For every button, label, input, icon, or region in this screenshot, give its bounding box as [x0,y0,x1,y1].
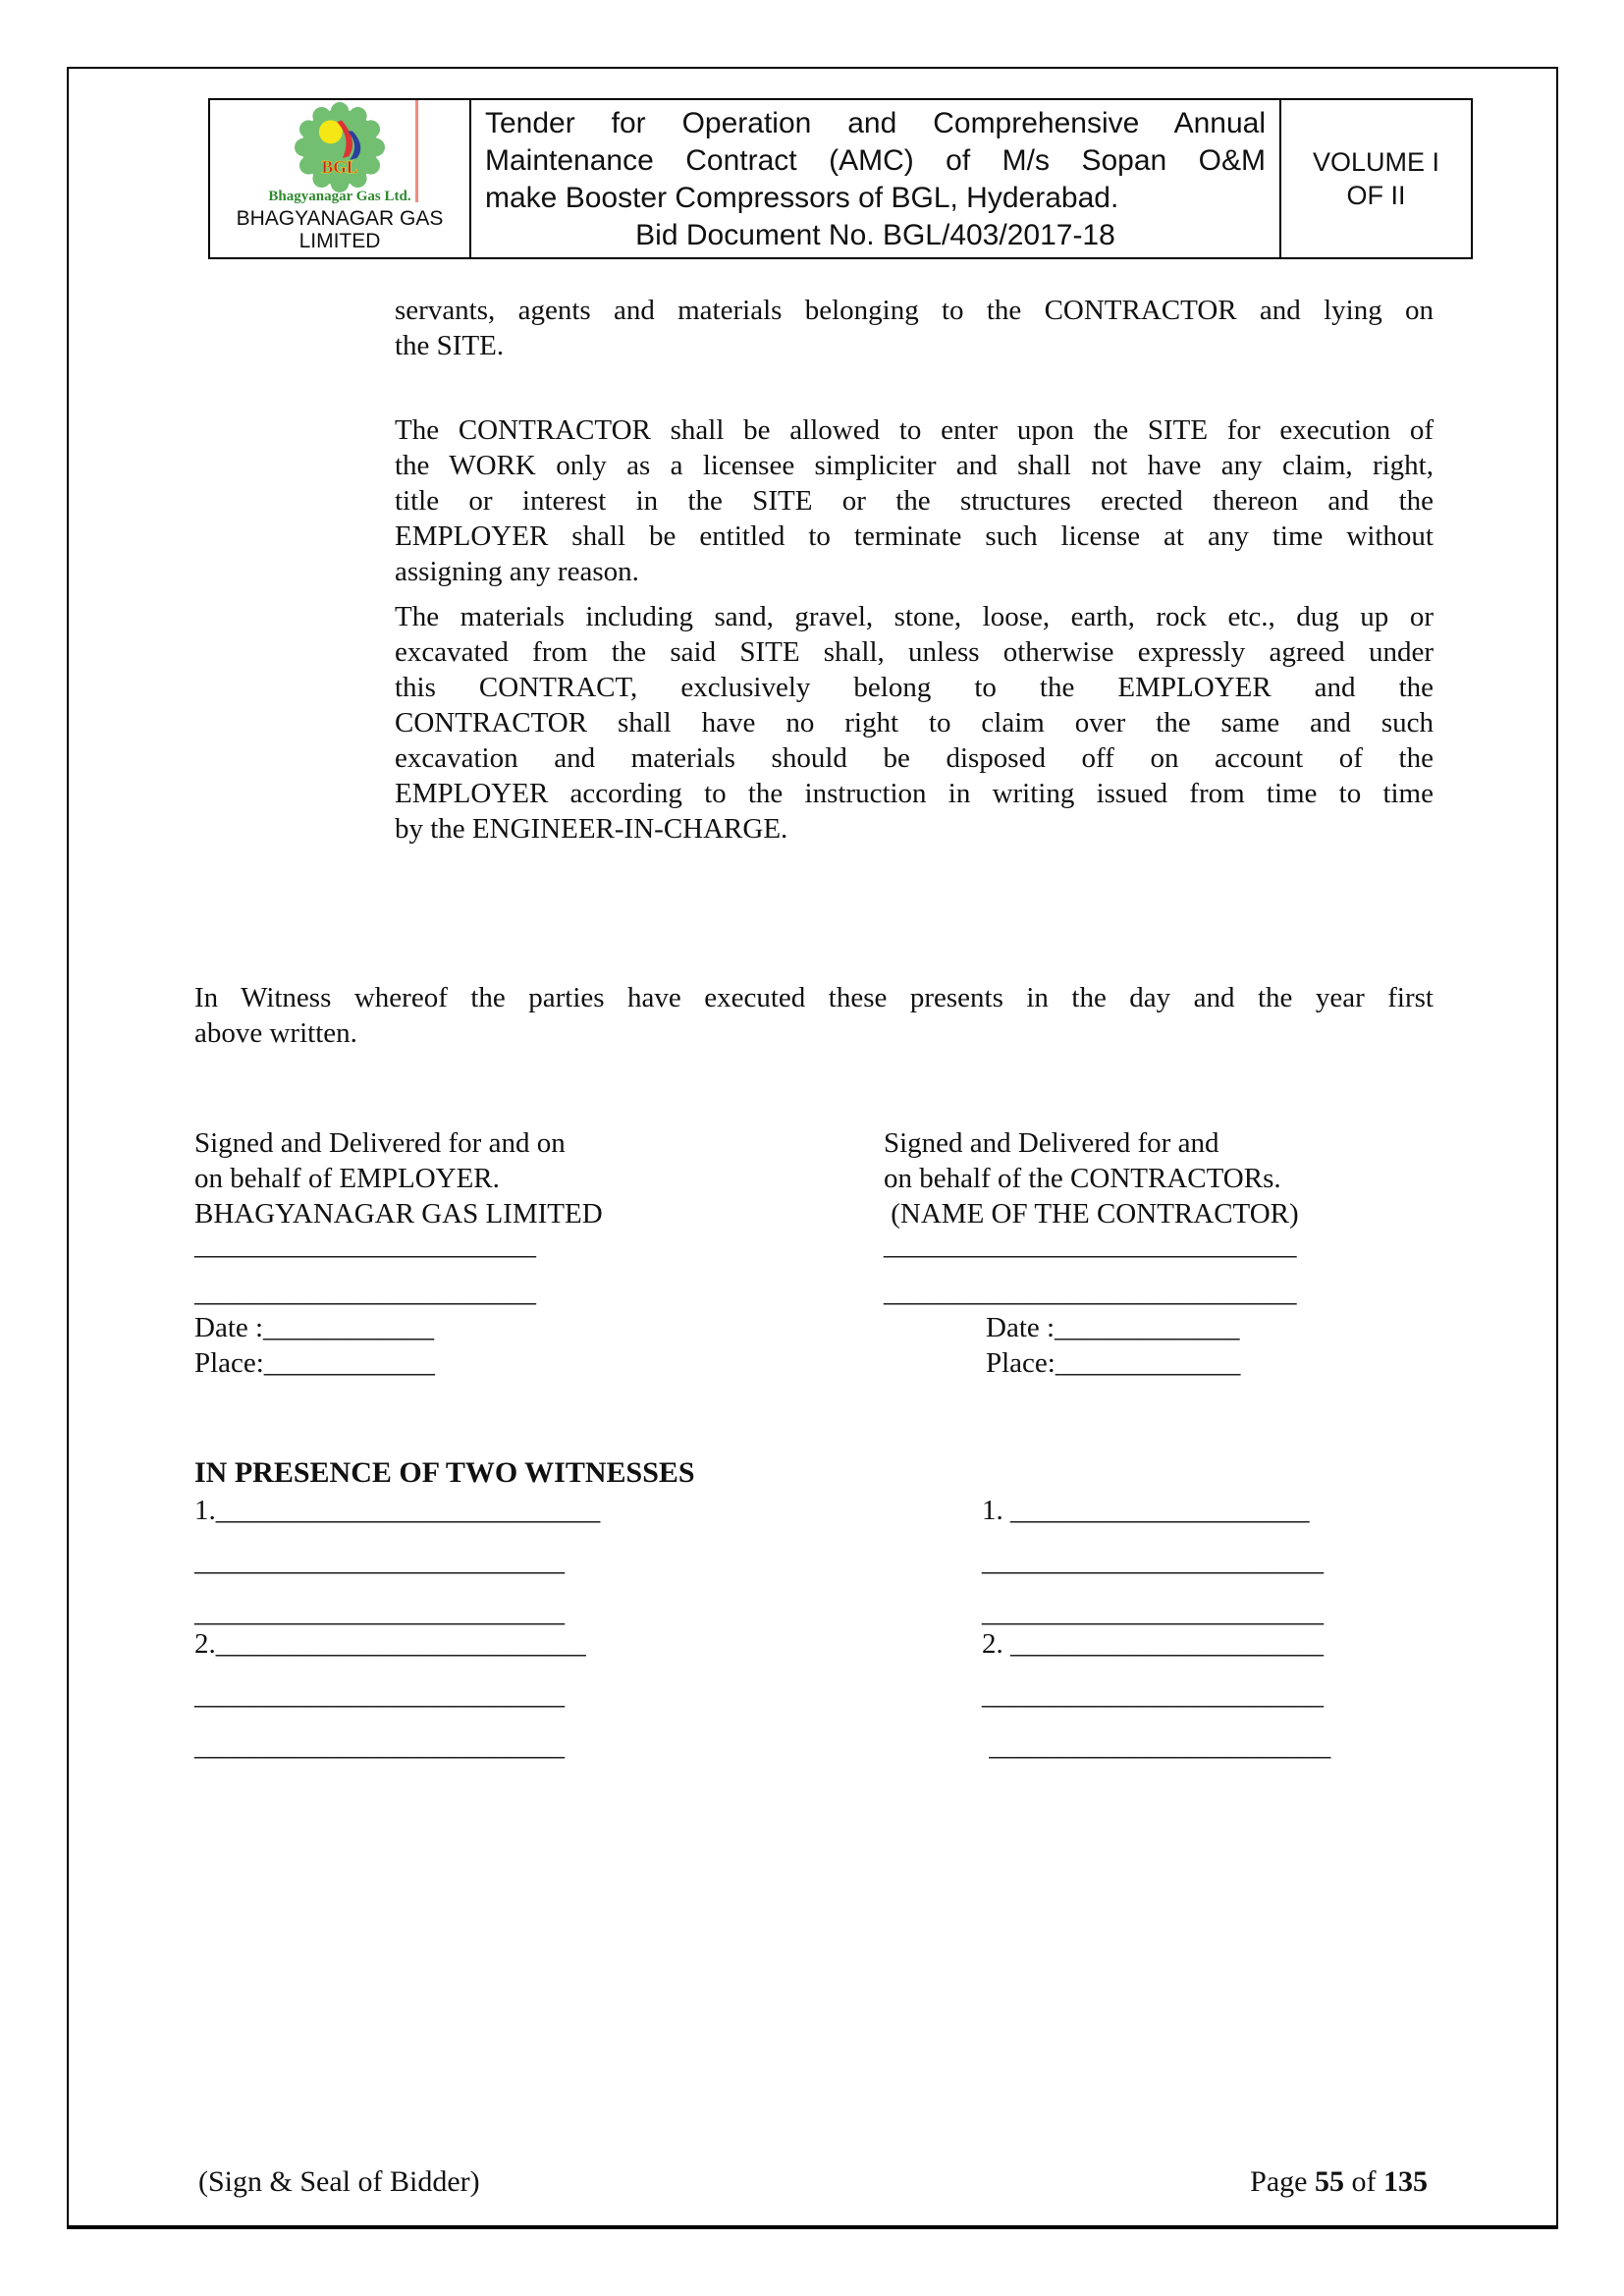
text-line: Signed and Delivered for and on [194,1127,566,1159]
text-line: CONTRACTOR shall have no right to claim over the same and such [395,707,1434,738]
witness-left-row-1: 1.___________________________ [194,1495,601,1526]
paragraph-materials [395,599,1434,847]
text-line: the WORK only as a licensee simpliciter and shall not have any claim, right, [395,450,1434,481]
employer-place-field: Place:____________ [194,1347,435,1379]
text-line: the SITE. [395,330,505,361]
text-line: The materials including sand, gravel, stone, loose, earth, rock etc., dug up or [395,601,1434,632]
witness-right-row-4: 2. ______________________ [982,1628,1324,1660]
witness-right-row-5: ________________________ [982,1679,1324,1711]
contractor-place-field: Place:_____________ [986,1347,1241,1379]
witness-left-row-2: __________________________ [194,1546,565,1577]
witness-left-row-5: __________________________ [194,1679,565,1711]
company-name-line2: LIMITED [298,230,381,252]
text-line: on behalf of EMPLOYER. [194,1163,500,1194]
text-line: this CONTRACT, exclusively belong to the EMPLOYER and the [395,672,1434,703]
paragraph-contractor-license [395,412,1434,589]
volume-cell [1281,100,1471,257]
company-name [237,207,444,252]
contractor-signature-line-1: _____________________________ [884,1230,1297,1261]
sign-seal-note: (Sign & Seal of Bidder) [198,2165,480,2198]
volume-line1: VOLUME I [1312,147,1440,177]
text-line: (NAME OF THE CONTRACTOR) [884,1198,1299,1230]
bgl-logo-icon [295,102,385,192]
text-line: above written. [194,1017,357,1049]
text-line: excavation and materials should be disposed off on account of the [395,742,1434,774]
red-divider-line [415,100,418,202]
paragraph-in-witness [194,980,1434,1051]
text-line: Signed and Delivered for and [884,1127,1219,1159]
witness-left-row-4: 2.__________________________ [194,1628,586,1660]
text-line: excavated from the said SITE shall, unless otherwise expressly agreed under [395,636,1434,668]
witnesses-heading: IN PRESENCE OF TWO WITNESSES [194,1456,695,1489]
witness-left-row-3: __________________________ [194,1597,565,1628]
text-line: In Witness whereof the parties have executed these presents in the day and the year first [194,982,1434,1013]
text-line: BHAGYANAGAR GAS LIMITED [194,1198,603,1230]
text-line: EMPLOYER according to the instruction in writing issued from time to time [395,778,1434,809]
employer-date-field: Date :____________ [194,1312,435,1343]
total-pages: 135 [1383,2165,1428,2198]
page-number [1250,2164,1428,2200]
tender-title-line2: Maintenance Contract (AMC) of M/s Sopan O&M [485,144,1266,177]
bid-document-number: Bid Document No. BGL/403/2017-18 [635,219,1115,251]
witness-left-row-6: __________________________ [194,1730,565,1762]
text-line: assigning any reason. [395,556,639,587]
logo-acronym: BGL [321,156,358,177]
employer-signature-line-2: ________________________ [194,1277,536,1308]
text-line: title or interest in the SITE or the structures erected thereon and the [395,485,1434,517]
tender-title-line3: make Booster Compressors of BGL, Hyderabad. [485,182,1119,214]
employer-signature-block [194,1125,666,1231]
company-name-line1: BHAGYANAGAR GAS [236,207,444,230]
witness-right-row-3: ________________________ [982,1597,1324,1628]
page-word: Page [1250,2165,1315,2198]
tender-title-line1: Tender for Operation and Comprehensive Annual [485,107,1266,139]
of-word: of [1344,2165,1383,2198]
text-line: The CONTRACTOR shall be allowed to enter upon the SITE for execution of [395,414,1434,446]
logo-subtext: Bhagyanagar Gas Ltd. [268,189,411,204]
current-page: 55 [1315,2165,1344,2198]
paragraph-servants [395,293,1434,363]
volume-line2: OF II [1346,181,1406,210]
witness-right-row-1: 1. _____________________ [982,1495,1310,1526]
witness-right-row-6: ________________________ [982,1730,1331,1762]
text-line: EMPLOYER shall be entitled to terminate such license at any time without [395,520,1434,552]
contractor-signature-line-2: _____________________________ [884,1277,1297,1308]
text-line: on behalf of the CONTRACTORs. [884,1163,1281,1194]
text-line: servants, agents and materials belonging to the CONTRACTOR and lying on [395,295,1434,326]
contractor-signature-block [884,1125,1365,1231]
header-table [208,98,1473,259]
employer-signature-line-1: ________________________ [194,1230,536,1261]
tender-title-cell [469,100,1281,257]
witness-right-row-2: ________________________ [982,1546,1324,1577]
logo-cell [210,100,469,257]
text-line: by the ENGINEER-IN-CHARGE. [395,813,788,845]
contractor-date-field: Date :_____________ [986,1312,1240,1343]
